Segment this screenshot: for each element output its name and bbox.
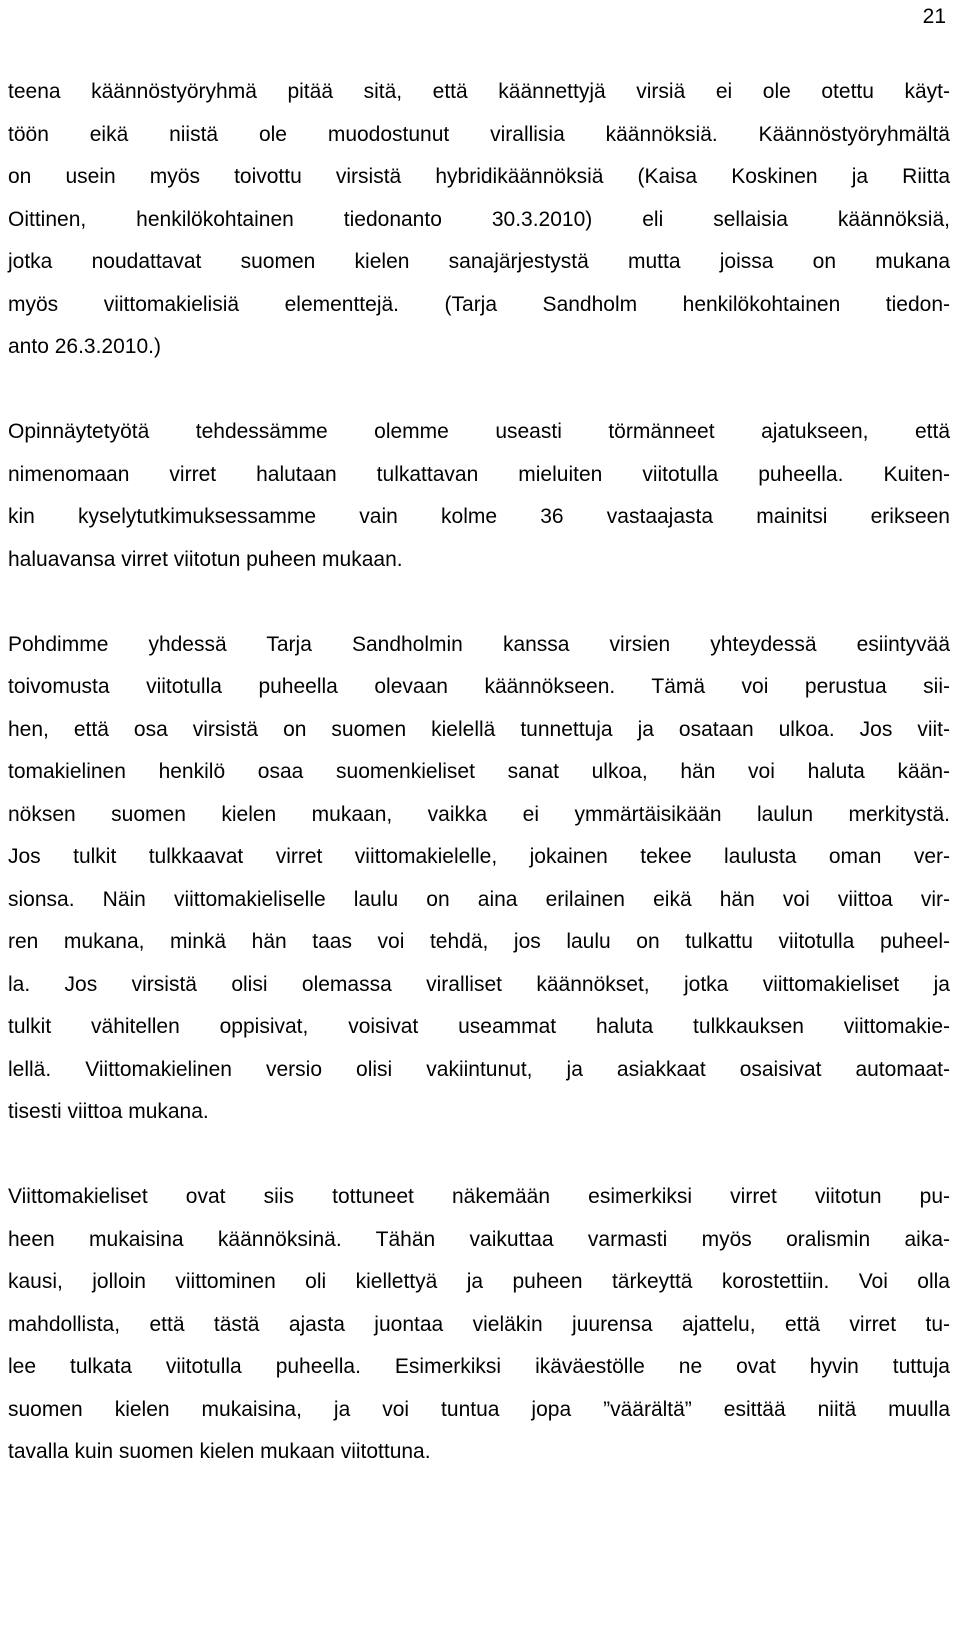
text-line: lee tulkata viitotulla puheella. Esimerkiksi ikäväestölle ne ovat hyvin tuttuja [8,1355,950,1378]
text-line: lellä. Viittomakielinen versio olisi vakiintunut, ja asiakkaat osaisivat automaat- [8,1058,950,1081]
text-line: toivomusta viitotulla puheella olevaan käännökseen. Tämä voi perustua sii- [8,675,950,698]
text-line: ren mukana, minkä hän taas voi tehdä, jos laulu on tulkattu viitotulla puheel- [8,930,950,953]
text-line: tavalla kuin suomen kielen mukaan viitottuna. [8,1440,431,1463]
text-line: anto 26.3.2010.) [8,335,161,358]
text-line: tulkit vähitellen oppisivat, voisivat useammat haluta tulkkauksen viittomakie- [8,1015,950,1038]
text-line: heen mukaisina käännöksinä. Tähän vaikuttaa varmasti myös oralismin aika- [8,1228,950,1251]
text-line: sionsa. Näin viittomakieliselle laulu on aina erilainen eikä hän voi viittoa vir- [8,888,950,911]
text-line: Oittinen, henkilökohtainen tiedonanto 30.3.2010) eli sellaisia käännöksiä, [8,208,950,231]
text-line: nimenomaan virret halutaan tulkattavan mieluiten viitotulla puheella. Kuiten- [8,463,950,486]
text-line: nöksen suomen kielen mukaan, vaikka ei ymmärtäisikään laulun merkitystä. [8,803,950,826]
text-line: kausi, jolloin viittominen oli kiellettyä ja puheen tärkeyttä korostettiin. Voi olla [8,1270,950,1293]
text-line: Jos tulkit tulkkaavat virret viittomakielelle, jokainen tekee laulusta oman ver- [8,845,950,868]
page-number: 21 [922,5,946,28]
text-line: Opinnäytetyötä tehdessämme olemme useasti törmänneet ajatukseen, että [8,420,950,443]
text-line: kin kyselytutkimuksessamme vain kolme 36 vastaajasta mainitsi erikseen [8,505,950,528]
text-line: hen, että osa virsistä on suomen kielellä tunnettuja ja osataan ulkoa. Jos viit- [8,718,950,741]
text-line: la. Jos virsistä olisi olemassa viralliset käännökset, jotka viittomakieliset ja [8,973,950,996]
text-line: teena käännöstyöryhmä pitää sitä, että käännettyjä virsiä ei ole otettu käyt- [8,80,950,103]
text-line: töön eikä niistä ole muodostunut virallisia käännöksiä. Käännöstyöryhmältä [8,123,950,146]
text-line: haluavansa virret viitotun puheen mukaan. [8,548,403,571]
text-line: tomakielinen henkilö osaa suomenkieliset sanat ulkoa, hän voi haluta kään- [8,760,950,783]
text-line: on usein myös toivottu virsistä hybridikäännöksiä (Kaisa Koskinen ja Riitta [8,165,950,188]
text-line: mahdollista, että tästä ajasta juontaa vieläkin juurensa ajattelu, että virret tu- [8,1313,950,1336]
text-line: suomen kielen mukaisina, ja voi tuntua jopa ”väärältä” esittää niitä muulla [8,1398,950,1421]
text-line: Pohdimme yhdessä Tarja Sandholmin kanssa virsien yhteydessä esiintyvää [8,633,950,656]
text-line: tisesti viittoa mukana. [8,1100,209,1123]
text-line: Viittomakieliset ovat siis tottuneet näkemään esimerkiksi virret viitotun pu- [8,1185,950,1208]
text-line: myös viittomakielisiä elementtejä. (Tarja Sandholm henkilökohtainen tiedon- [8,293,950,316]
text-line: jotka noudattavat suomen kielen sanajärjestystä mutta joissa on mukana [8,250,950,273]
